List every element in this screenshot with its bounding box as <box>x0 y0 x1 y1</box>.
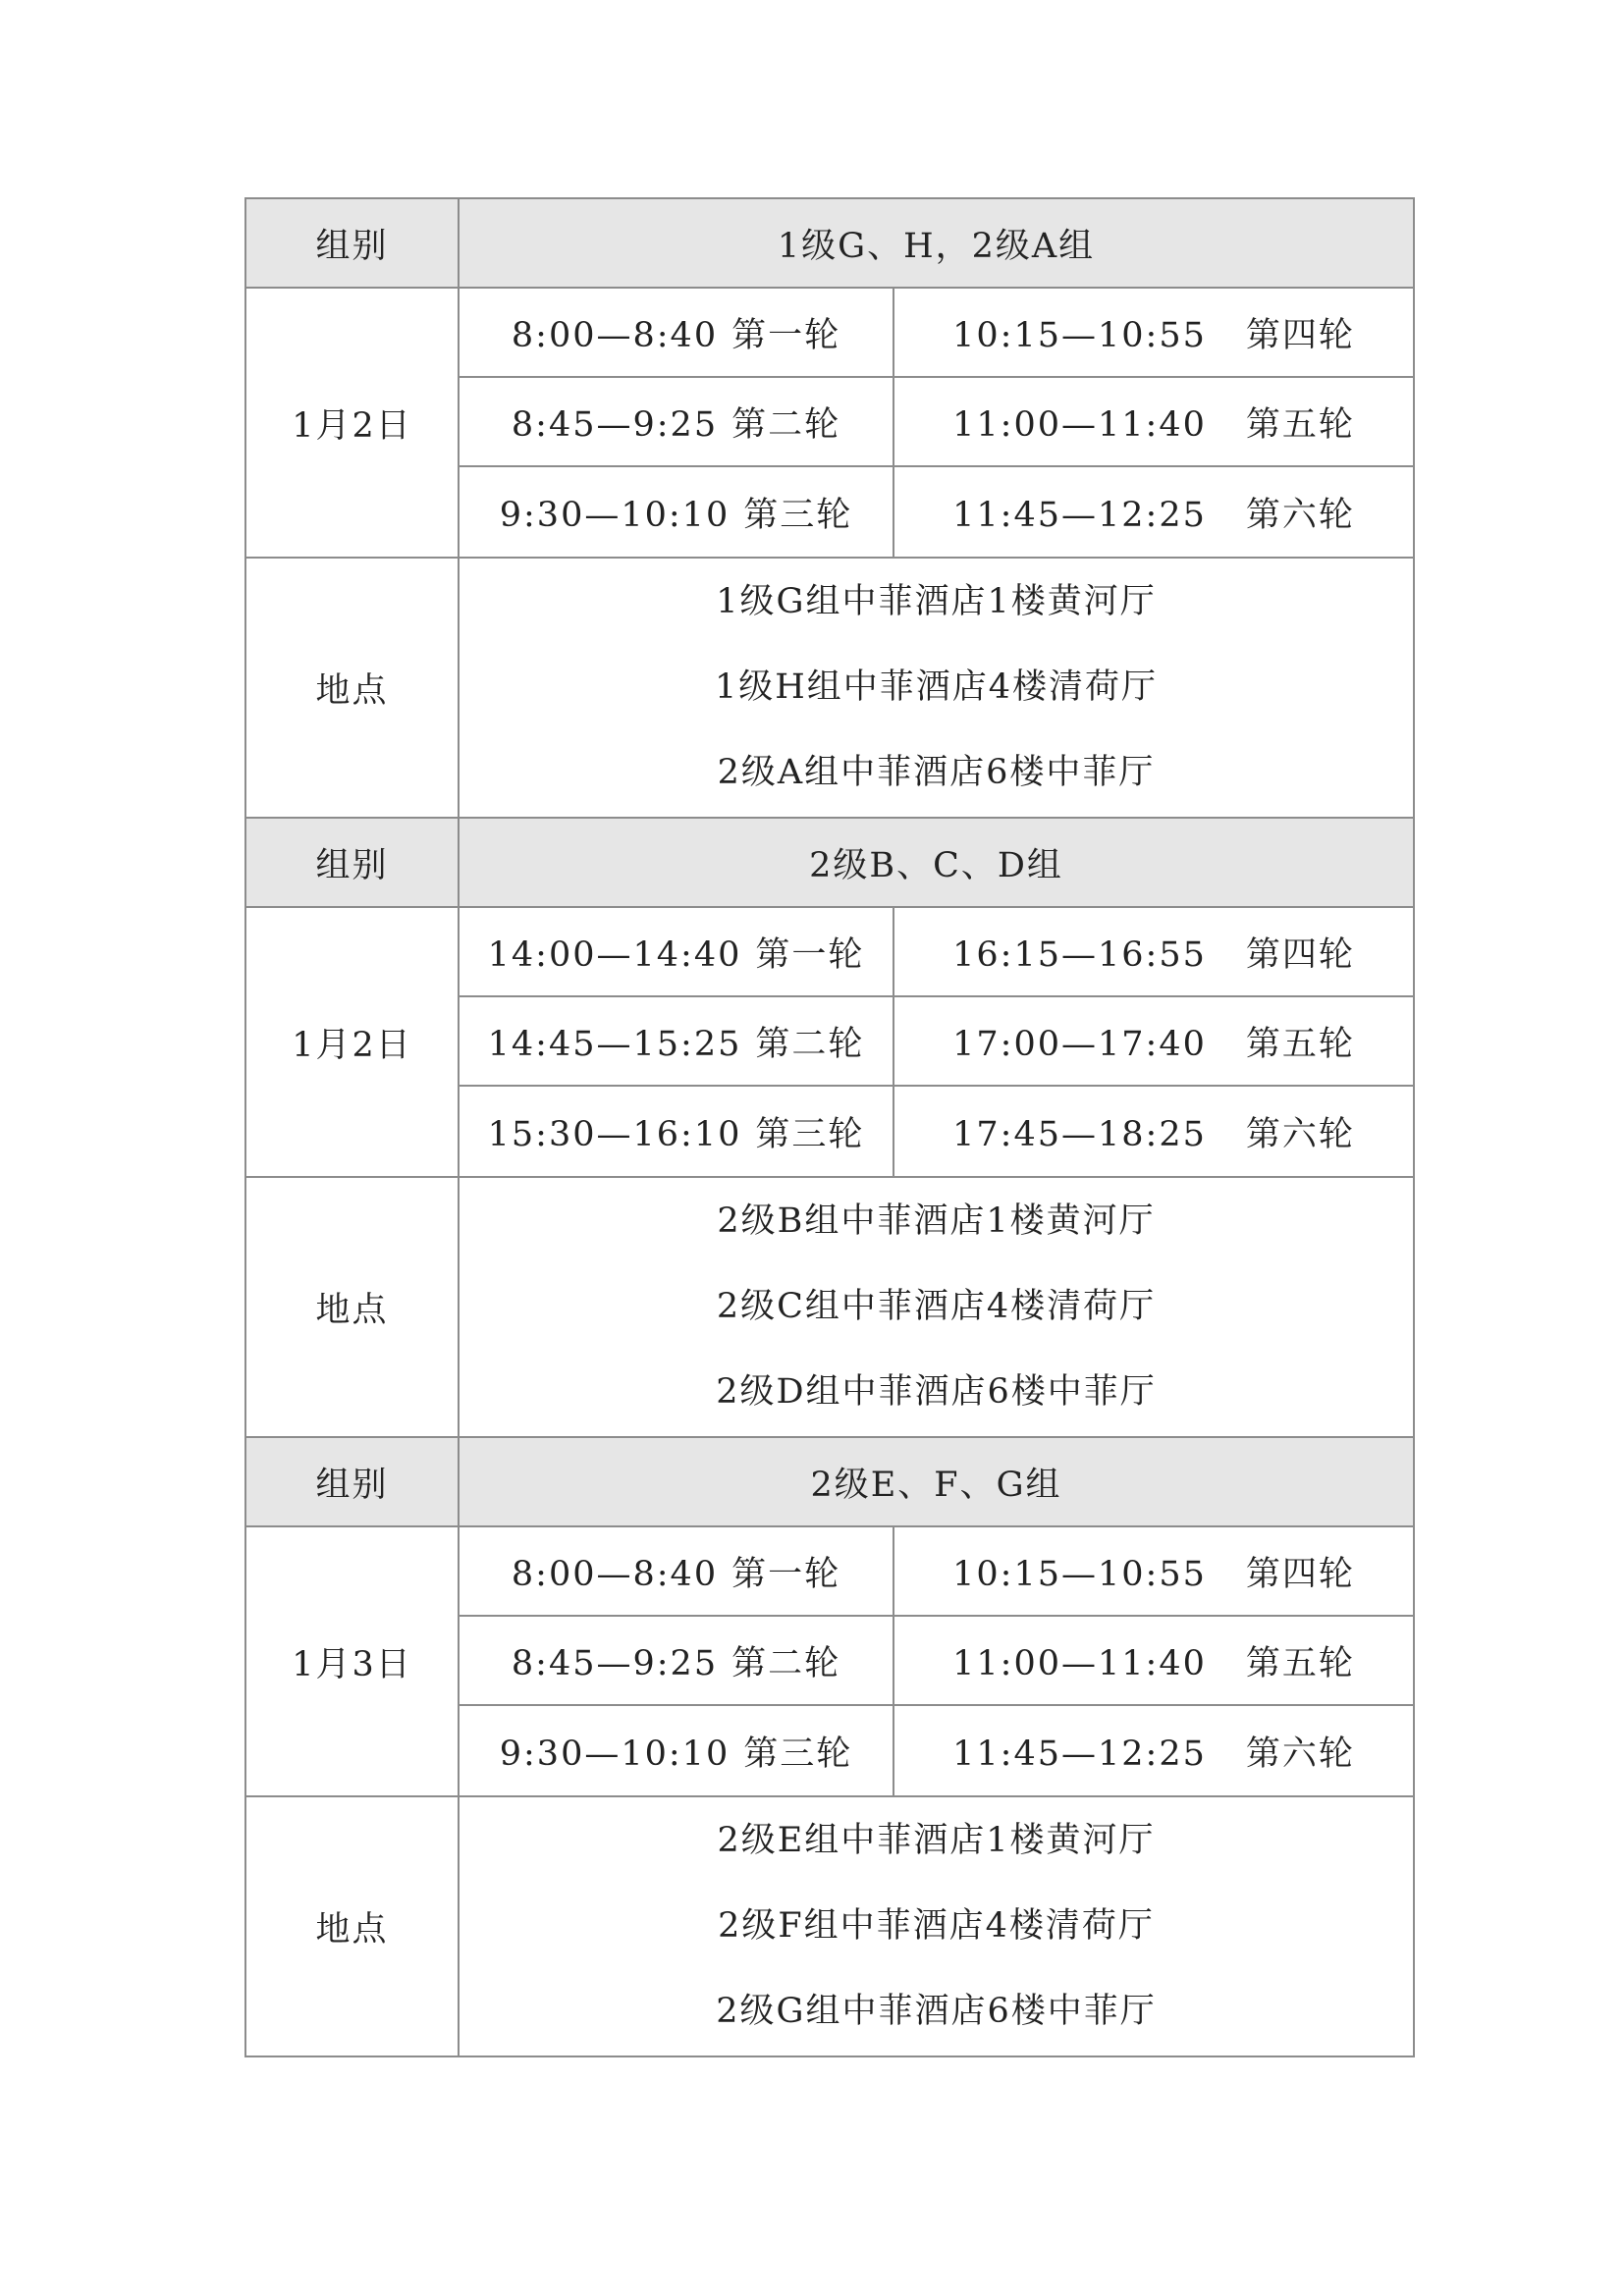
group-row <box>245 818 1414 907</box>
round-label: 第一轮 <box>731 315 841 355</box>
location-item: 2级E组中菲酒店1楼黄河厅 <box>717 1821 1156 1860</box>
location-item: 1级G组中菲酒店1楼黄河厅 <box>716 582 1157 621</box>
round-time: 8:00—8:40 <box>511 1554 719 1594</box>
location-label: 地点 <box>245 558 459 818</box>
round-label: 第四轮 <box>1245 315 1355 355</box>
location-list <box>459 558 1414 818</box>
location-item: 2级G组中菲酒店6楼中菲厅 <box>716 1992 1157 2031</box>
round-time: 9:30—10:10 <box>499 495 731 535</box>
round-cell-left <box>459 996 893 1086</box>
round-cell-right <box>893 377 1414 466</box>
round-cell-left <box>459 1086 893 1177</box>
round-row <box>245 1526 1414 1616</box>
group-value: 2级B、C、D组 <box>459 818 1414 907</box>
round-cell-left <box>459 288 893 377</box>
date-cell: 1月2日 <box>245 288 459 558</box>
round-time: 17:45—18:25 <box>952 1114 1207 1154</box>
round-label: 第六轮 <box>1245 495 1355 535</box>
location-item: 2级F组中菲酒店4楼清荷厅 <box>718 1906 1155 1946</box>
round-time: 14:00—14:40 <box>487 934 742 975</box>
round-label: 第五轮 <box>1245 404 1355 445</box>
round-cell-right <box>893 288 1414 377</box>
schedule-table <box>244 197 1415 2057</box>
group-row <box>245 198 1414 288</box>
location-list <box>459 1177 1414 1437</box>
location-row <box>245 1177 1414 1437</box>
group-label: 组别 <box>245 818 459 907</box>
round-cell-right <box>893 1086 1414 1177</box>
round-cell-left <box>459 377 893 466</box>
round-time: 9:30—10:10 <box>499 1734 731 1774</box>
round-label: 第四轮 <box>1245 934 1355 975</box>
round-cell-left <box>459 1705 893 1796</box>
location-item: 2级A组中菲酒店6楼中菲厅 <box>717 753 1156 792</box>
location-label: 地点 <box>245 1177 459 1437</box>
round-cell-left <box>459 1616 893 1705</box>
round-time: 8:45—9:25 <box>511 404 719 445</box>
location-item: 2级B组中菲酒店1楼黄河厅 <box>717 1201 1156 1241</box>
round-cell-right <box>893 1526 1414 1616</box>
round-time: 11:45—12:25 <box>952 495 1207 535</box>
group-row <box>245 1437 1414 1526</box>
round-time: 8:45—9:25 <box>511 1643 719 1683</box>
location-row <box>245 1796 1414 2056</box>
round-cell-right <box>893 1705 1414 1796</box>
group-label: 组别 <box>245 1437 459 1526</box>
location-row <box>245 558 1414 818</box>
round-time: 11:00—11:40 <box>952 1643 1207 1683</box>
round-time: 16:15—16:55 <box>952 934 1207 975</box>
group-value: 1级G、H，2级A组 <box>459 198 1414 288</box>
round-label: 第四轮 <box>1245 1554 1355 1594</box>
date-cell: 1月3日 <box>245 1526 459 1796</box>
round-cell-left <box>459 466 893 558</box>
round-cell-right <box>893 907 1414 996</box>
round-label: 第六轮 <box>1245 1114 1355 1154</box>
round-label: 第一轮 <box>755 934 865 975</box>
round-label: 第二轮 <box>731 404 841 445</box>
round-cell-right <box>893 996 1414 1086</box>
round-time: 10:15—10:55 <box>952 315 1207 355</box>
round-cell-right <box>893 466 1414 558</box>
round-label: 第二轮 <box>731 1643 841 1683</box>
round-label: 第三轮 <box>743 495 853 535</box>
round-time: 10:15—10:55 <box>952 1554 1207 1594</box>
location-item: 1级H组中菲酒店4楼清荷厅 <box>714 667 1159 707</box>
round-label: 第一轮 <box>731 1554 841 1594</box>
round-label: 第三轮 <box>755 1114 865 1154</box>
round-label: 第五轮 <box>1245 1643 1355 1683</box>
date-cell: 1月2日 <box>245 907 459 1177</box>
round-time: 8:00—8:40 <box>511 315 719 355</box>
round-time: 17:00—17:40 <box>952 1024 1207 1064</box>
round-time: 15:30—16:10 <box>487 1114 742 1154</box>
location-list <box>459 1796 1414 2056</box>
location-item: 2级D组中菲酒店6楼中菲厅 <box>716 1372 1157 1412</box>
group-value: 2级E、F、G组 <box>459 1437 1414 1526</box>
round-label: 第三轮 <box>743 1734 853 1774</box>
round-time: 14:45—15:25 <box>487 1024 742 1064</box>
round-cell-left <box>459 1526 893 1616</box>
location-label: 地点 <box>245 1796 459 2056</box>
round-cell-left <box>459 907 893 996</box>
round-row <box>245 907 1414 996</box>
round-row <box>245 288 1414 377</box>
round-time: 11:45—12:25 <box>952 1734 1207 1774</box>
group-label: 组别 <box>245 198 459 288</box>
location-item: 2级C组中菲酒店4楼清荷厅 <box>716 1287 1157 1326</box>
round-label: 第二轮 <box>755 1024 865 1064</box>
round-cell-right <box>893 1616 1414 1705</box>
round-label: 第五轮 <box>1245 1024 1355 1064</box>
round-label: 第六轮 <box>1245 1734 1355 1774</box>
round-time: 11:00—11:40 <box>952 404 1207 445</box>
